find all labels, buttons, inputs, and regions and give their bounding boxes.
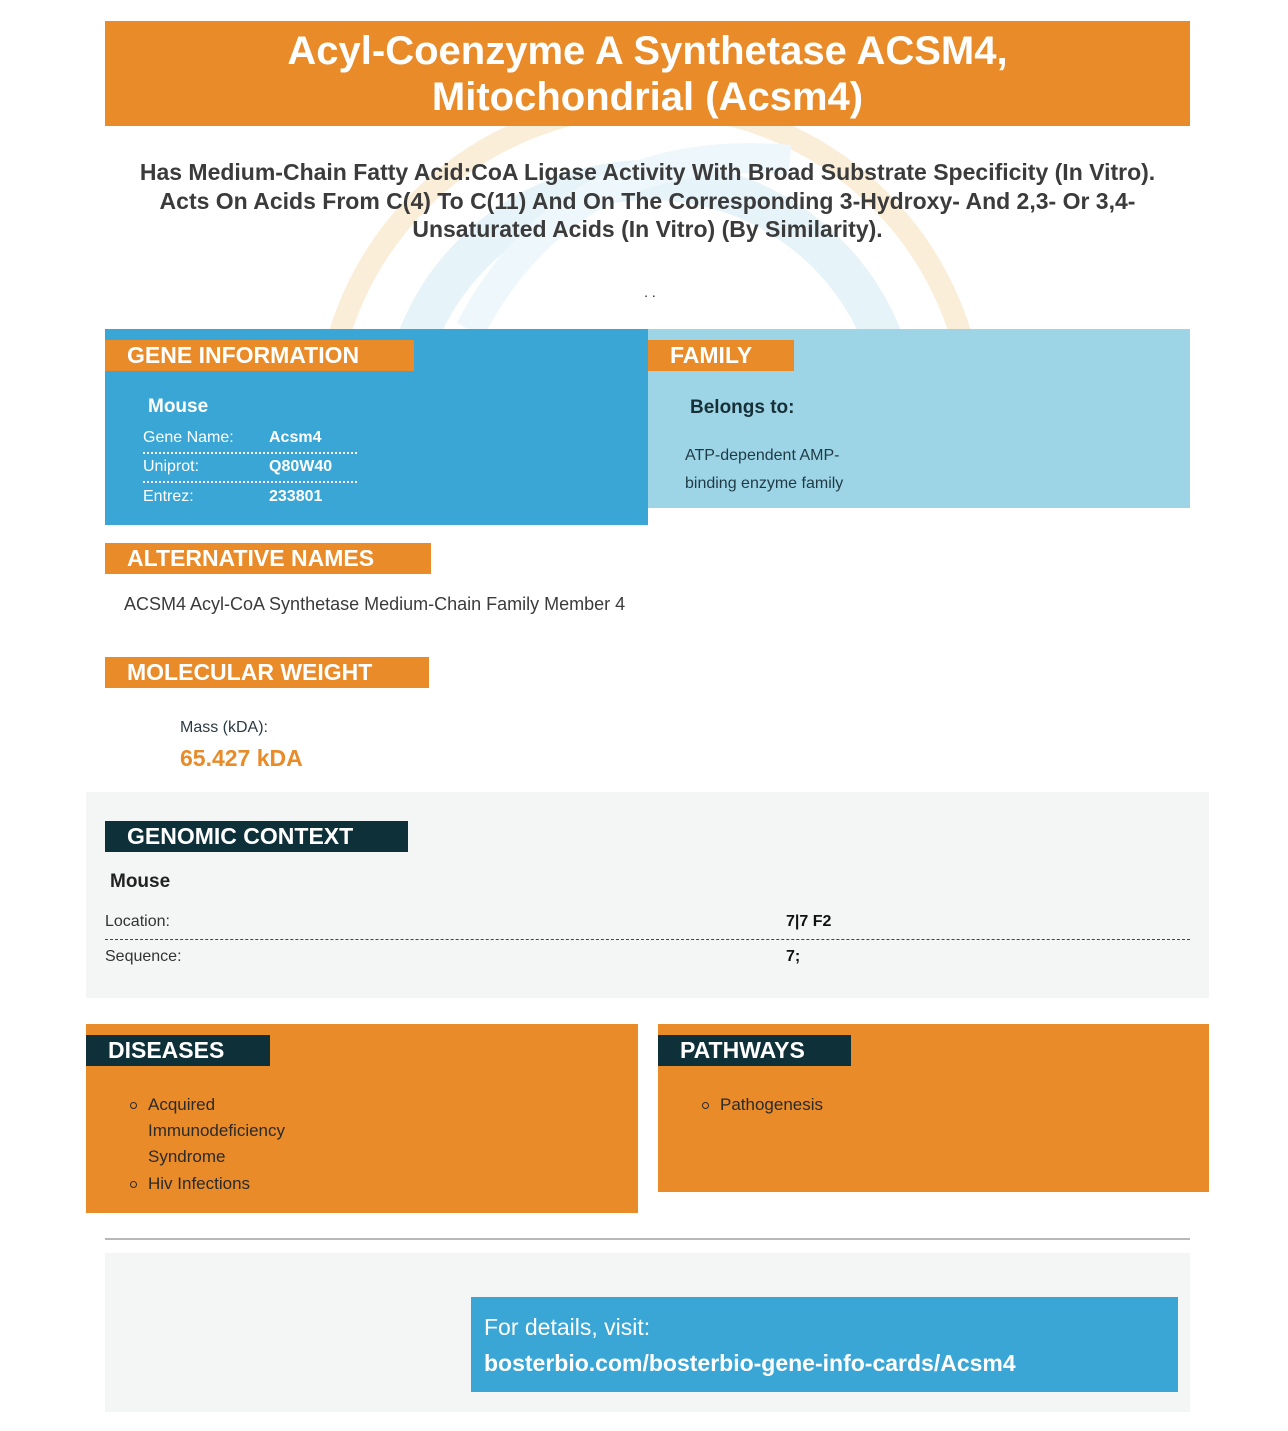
gene-info-table: [143, 424, 357, 511]
gene-row-label: Gene Name:: [143, 428, 234, 446]
pathways-panel: [658, 1024, 1209, 1192]
details-url-link[interactable]: bosterbio.com/bosterbio-gene-info-cards/Acsm4: [484, 1350, 1016, 1376]
genomic-row-value: 7|7 F2: [786, 913, 832, 930]
family-name: ATP-dependent AMP-binding enzyme family: [685, 447, 844, 492]
genomic-row-location: [105, 904, 1190, 940]
gene-species: Mouse: [148, 396, 209, 417]
diseases-heading: DISEASES: [86, 1035, 270, 1066]
diseases-list: [130, 1092, 330, 1198]
mass-value: 65.427 kDA: [180, 745, 303, 771]
diseases-panel: [86, 1024, 638, 1213]
page-title-banner: [105, 21, 1190, 126]
genomic-row-label: Sequence:: [105, 948, 182, 965]
protein-description: Has Medium-Chain Fatty Acid:CoA Ligase Activity With Broad Substrate Specificity (In Vitro). Acts On Acids From C(4) To C(11) And On The Corresponding 3-Hydroxy- And 2,3- Or 3,4- Unsaturated Acids (In Vitro) (By Similarity).: [139, 159, 1156, 242]
gene-row-value: 233801: [269, 487, 323, 505]
pathways-heading: PATHWAYS: [658, 1035, 851, 1066]
genomic-context-heading: GENOMIC CONTEXT: [105, 821, 408, 852]
list-item: Pathogenesis: [702, 1092, 1002, 1118]
pathways-list: [702, 1092, 1002, 1119]
alternative-names-heading: ALTERNATIVE NAMES: [105, 543, 431, 574]
gene-row-label: Entrez:: [143, 487, 194, 505]
gene-row-value: Q80W40: [269, 458, 333, 476]
gene-row-value: Acsm4: [269, 428, 322, 446]
genomic-row-label: Location:: [105, 913, 170, 930]
molecular-weight-heading: MOLECULAR WEIGHT: [105, 657, 429, 688]
genomic-row-sequence: [105, 939, 1190, 974]
genomic-row-value: 7;: [786, 948, 801, 965]
family-heading: FAMILY: [648, 340, 794, 371]
divider: [105, 1238, 1190, 1240]
separator-dots: . .: [644, 284, 656, 300]
gene-row-entrez: [143, 483, 357, 511]
list-item: Acquired Immunodeficiency Syndrome: [130, 1092, 330, 1170]
page-title: Acyl-Coenzyme A Synthetase ACSM4, Mitochondrial (Acsm4): [287, 28, 1008, 119]
visit-label: For details, visit:: [484, 1314, 651, 1340]
mass-label: Mass (kDA):: [180, 719, 268, 736]
alternative-names-text: ACSM4 Acyl-CoA Synthetase Medium-Chain Family Member 4: [124, 594, 626, 614]
gene-row-name: [143, 424, 357, 454]
gene-information-heading: GENE INFORMATION: [105, 340, 414, 371]
list-item: Hiv Infections: [130, 1171, 330, 1197]
visit-link-box[interactable]: [471, 1297, 1178, 1392]
belongs-to-label: Belongs to:: [690, 397, 795, 418]
gene-row-label: Uniprot:: [143, 458, 200, 476]
genomic-species: Mouse: [110, 871, 171, 892]
gene-row-uniprot: [143, 454, 357, 484]
